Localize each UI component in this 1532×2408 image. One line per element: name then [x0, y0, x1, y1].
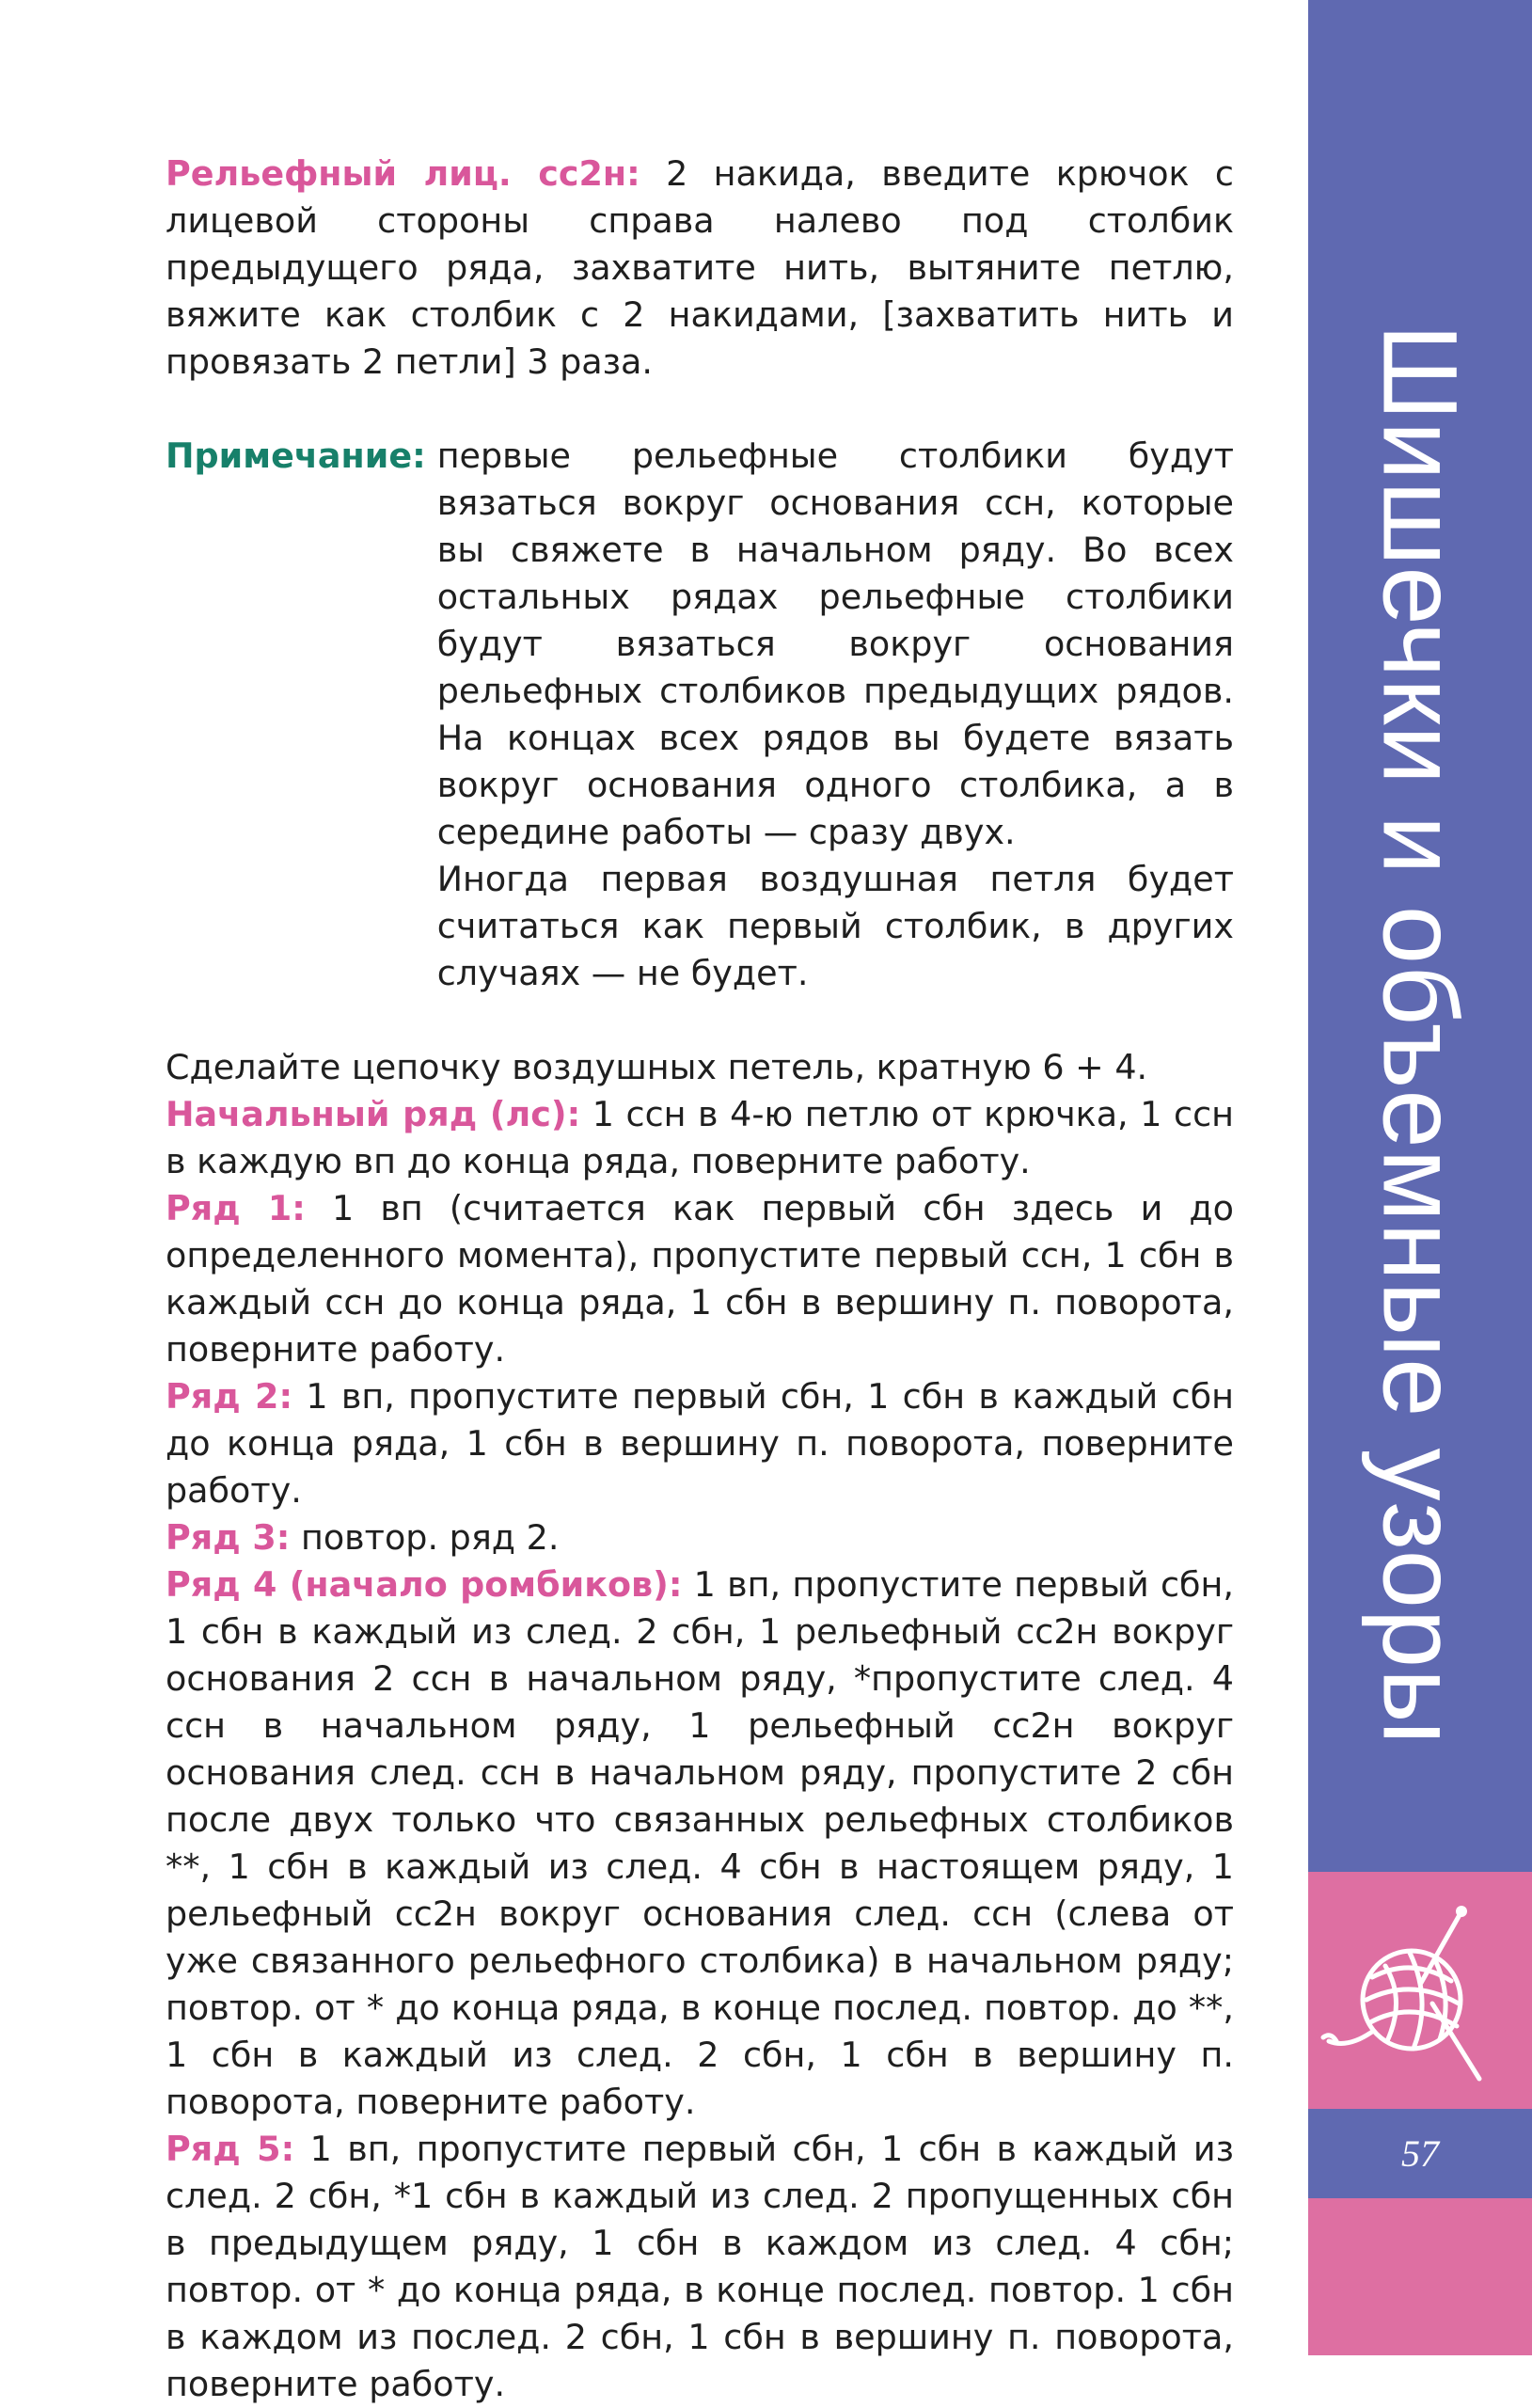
- sidebar-bottom-band: [1308, 2198, 1532, 2355]
- spacer: [166, 386, 1234, 433]
- row-5: [166, 2126, 1234, 2408]
- row-1: [166, 1185, 1234, 1373]
- row-4: [166, 1561, 1234, 2126]
- row-start: [166, 1091, 1234, 1185]
- row-label: Начальный ряд (лс):: [166, 1094, 581, 1134]
- row-2: [166, 1373, 1234, 1514]
- row-3: [166, 1514, 1234, 1561]
- row-label: Ряд 2:: [166, 1376, 293, 1417]
- note-text: [437, 433, 1234, 997]
- page-number: 57: [1401, 2132, 1439, 2175]
- row-text: 1 ссн в 4-ю петлю от крючка, 1 ссн в каждую вп до конца ряда, поверните работу.: [166, 1094, 1234, 1181]
- yarn-ball-icon: [1319, 1891, 1489, 2088]
- intro-text: 2 накида, введите крючок с лицевой стороны справа налево под столбик предыдущего ряда, захватите нить, вытяните петлю, вяжите как столбик с 2 накидами, [захватить нить и провязать 2 петли] 3 раза.: [166, 153, 1235, 382]
- chapter-title: Шишечки и объемные узоры: [1361, 324, 1479, 1746]
- row-label: Ряд 4 (начало ромбиков):: [166, 1564, 683, 1605]
- note-block: [166, 433, 1234, 997]
- page-content: [166, 150, 1234, 2408]
- note-paragraph-1: первые рельефные столбики будут вязаться вокруг основания ссн, которые вы свяжете в начальном ряду. Во всех остальных рядах рельефные столбики будут вязаться вокруг основания рельефных столбиков предыдущих рядов. На концах всех рядов вы будете вязать вокруг основания одного столбика, а в середине работы — сразу двух.: [436, 436, 1234, 852]
- spacer: [166, 997, 1234, 1044]
- row-text: 1 вп, пропустите первый сбн, 1 сбн в каждый из след. 2 сбн, 1 рельефный сс2н вокруг основания 2 ссн в начальном ряду, *пропустите след. 4 ссн в начальном ряду, 1 рельефный сс2н вокруг основания след. ссн в начальном ряду, пропустите 2 сбн после двух только что связанных рельефных столбиков **, 1 сбн в каждый из след. 4 сбн в настоящем ряду, 1 рельефный сс2н вокруг основания след. ссн (слева от уже связанного рельефного столбика) в начальном ряду; повтор. от * до конца ряда, в конце послед. повтор. до **, 1 сбн в каждый из след. 2 сбн, 1 сбн в вершину п. поворота, поверните работу.: [166, 1564, 1234, 2122]
- row-text: 1 вп (считается как первый сбн здесь и до определенного момента), пропустите первый ссн, 1 сбн в каждый ссн до конца ряда, 1 сбн в вершину п. поворота, поверните работу.: [166, 1188, 1234, 1370]
- chapter-sidebar: [1308, 0, 1532, 2355]
- intro-paragraph: [166, 150, 1234, 386]
- row-text: 1 вп, пропустите первый сбн, 1 сбн в каждый из след. 2 сбн, *1 сбн в каждый из след. 2 пропущенных сбн в предыдущем ряду, 1 сбн в каждом из след. 4 сбн; повтор. от * до конца ряда, в конце послед. повтор. 1 сбн в каждом из послед. 2 сбн, 1 сбн в вершину п. поворота, поверните работу.: [166, 2129, 1234, 2404]
- row-text: повтор. ряд 2.: [290, 1517, 560, 1558]
- note-paragraph-2: Иногда первая воздушная петля будет считаться как первый столбик, в других случаях — не будет.: [436, 859, 1234, 993]
- row-text: 1 вп, пропустите первый сбн, 1 сбн в каждый сбн до конца ряда, 1 сбн в вершину п. поворота, поверните работу.: [166, 1376, 1235, 1511]
- row-label: Ряд 5:: [166, 2129, 295, 2169]
- row-label: Ряд 3:: [166, 1517, 291, 1558]
- intro-label: Рельефный лиц. сс2н:: [166, 153, 640, 194]
- note-label: Примечание:: [166, 436, 426, 476]
- row-label: Ряд 1:: [166, 1188, 306, 1228]
- chain-instruction: Сделайте цепочку воздушных петель, кратную 6 + 4.: [166, 1047, 1148, 1087]
